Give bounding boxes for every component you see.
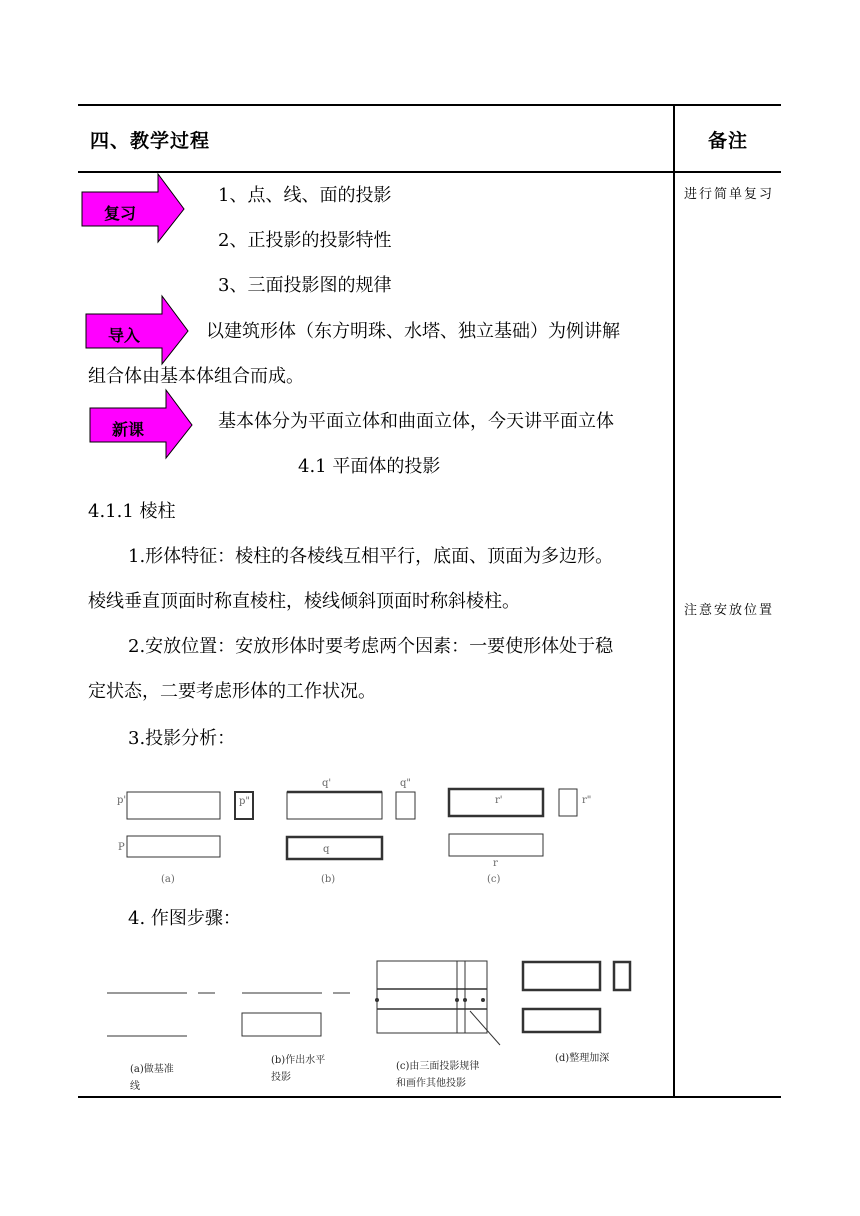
paragraph-3: 3.投影分析： [128, 728, 236, 749]
note-column-title: 备注 [708, 130, 749, 152]
review-item-1: 1、点、线、面的投影 [218, 185, 392, 206]
review-item-3: 3、三面投影图的规律 [218, 275, 392, 296]
caption-c: (c) [487, 874, 501, 885]
intro-line-1: 以建筑形体（东方明珠、水塔、独立基础）为例讲解 [206, 321, 620, 342]
fig-c-side-view [559, 789, 577, 816]
step-b-caption: (b)作出水平 投影 [271, 1055, 326, 1083]
intro-line-2: 组合体由基本体组合而成。 [88, 366, 304, 387]
fig-b-front-view [287, 792, 382, 819]
paragraph-2-line-2: 定状态，二要考虑形体的工作状况。 [88, 681, 376, 702]
review-arrow-label: 复习 [103, 204, 136, 223]
section-title: 4.1 平面体的投影 [298, 456, 441, 477]
label-r-prime: r' [495, 795, 503, 806]
drawing-steps-figure [100, 955, 640, 1045]
paragraph-2-line-1: 2.安放位置：安放形体时要考虑两个因素：一要使形体处于稳 [128, 636, 614, 657]
paragraph-1-line-2: 棱线垂直顶面时称直棱柱，棱线倾斜顶面时称斜棱柱。 [88, 591, 520, 612]
caption-b: (b) [321, 874, 336, 885]
column-divider [673, 104, 675, 1098]
label-r-double-prime: r" [582, 795, 592, 806]
step-a-caption: (a)做基准 线 [130, 1064, 174, 1092]
intro-arrow-label: 导入 [107, 326, 140, 345]
subsection-title: 4.1.1 棱柱 [88, 501, 176, 522]
note-placement: 注意安放位置 [684, 603, 775, 618]
paragraph-1-line-1: 1.形体特征：棱柱的各棱线互相平行，底面、顶面为多边形。 [128, 546, 614, 567]
fig-a-front-view [127, 792, 220, 819]
table-bottom-border [78, 1096, 781, 1098]
step-d-caption: (d)整理加深 [555, 1053, 610, 1064]
page-title: 四、教学过程 [90, 130, 211, 152]
fig-b-side-view [396, 792, 415, 819]
step-c-caption: (c)由三面投影规律 和画作其他投影 [396, 1061, 480, 1089]
note-review: 进行简单复习 [684, 187, 775, 202]
newlesson-line-1: 基本体分为平面立体和曲面立体，今天讲平面立体 [218, 411, 614, 432]
newlesson-arrow-label: 新课 [111, 420, 144, 439]
table-top-border [78, 104, 781, 106]
paragraph-4: 4. 作图步骤： [128, 908, 241, 929]
label-q: q [323, 844, 330, 855]
fig-c-top-view [449, 834, 543, 856]
fig-b-top-view [287, 837, 382, 859]
label-q-double-prime: q" [400, 778, 412, 789]
label-p-double-prime: p" [239, 796, 251, 807]
label-p: P [118, 842, 125, 853]
fig-a-top-view [127, 836, 220, 857]
review-item-2: 2、正投影的投影特性 [218, 230, 392, 251]
projection-analysis-figure [110, 770, 600, 890]
label-q-prime: q' [322, 778, 332, 789]
header-bottom-border [78, 171, 781, 173]
label-p-prime: p' [117, 795, 127, 806]
label-r: r [493, 858, 498, 869]
caption-a: (a) [161, 874, 175, 885]
